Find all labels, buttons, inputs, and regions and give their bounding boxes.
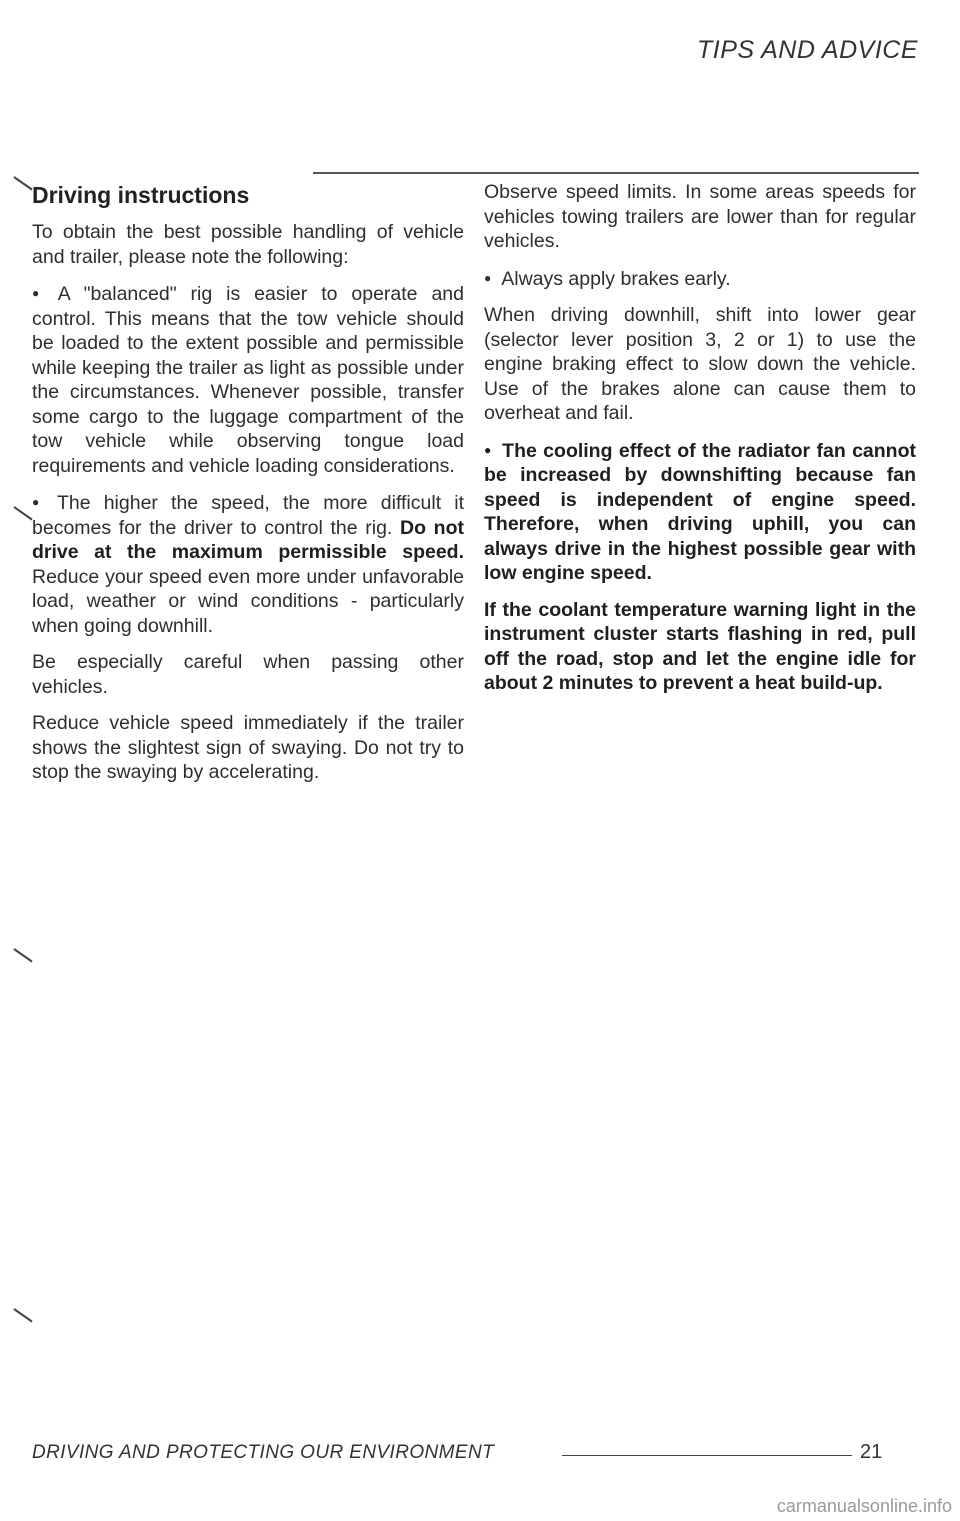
speed-limits-paragraph: Observe speed limits. In some areas speeds for vehicles towing trailers are lower than for regular vehicles. bbox=[484, 181, 916, 252]
page-number: 21 bbox=[860, 1441, 883, 1463]
margin-mark bbox=[13, 506, 32, 520]
coolant-warning: If the coolant temperature warning light in the instrument cluster starts flashing in red, pull off the road, stop and let the engine idle for about 2 minutes to prevent a heat build-up. bbox=[484, 598, 916, 694]
swaying-paragraph: Reduce vehicle speed immediately if the trailer shows the slightest sign of swaying. Do not try to stop the swaying by accelerating. bbox=[32, 712, 464, 783]
bullet-balanced-rig: ● A "balanced" rig is easier to operate and control. This means that the tow vehicle should be loaded to the extent possible and permissible while keeping the trailer as light as possible under the circumstances. Whenever possible, transfer some cargo to the luggage compartment of the tow vehicle while observing tongue load requirements and vehicle loading considerations. bbox=[32, 281, 464, 478]
speed-advice: Reduce your speed even more under unfavorable load, weather or wind conditions - particularly when going downhill. bbox=[32, 565, 464, 637]
downhill-paragraph: When driving downhill, shift into lower gear (selector lever position 3, 2 or 1) to use the engine braking effect to slow down the vehicle. Use of the brakes alone can cause them to overheat and fail. bbox=[484, 304, 916, 424]
speed-text: The higher the speed, the more difficult it becomes for the driver to control the rig. bbox=[32, 492, 464, 539]
section-header: TIPS AND ADVICE bbox=[697, 36, 918, 64]
intro-paragraph: To obtain the best possible handling of vehicle and trailer, please note the following: bbox=[32, 221, 464, 268]
bullet-cooling-effect: ● The cooling effect of the radiator fan cannot be increased by downshifting because fan speed is independent of engine speed. Therefore, when driving uphill, you can always drive in the highest possible gear with low engine speed. bbox=[484, 438, 916, 586]
speed-warning: Do not drive at the maximum permissible speed. bbox=[32, 516, 465, 563]
section-heading: Driving instructions bbox=[32, 182, 250, 208]
header-rule bbox=[313, 172, 919, 174]
margin-mark bbox=[13, 1308, 32, 1322]
margin-mark bbox=[13, 948, 32, 962]
left-column bbox=[32, 180, 464, 797]
bullet-brakes: ● Always apply brakes early. bbox=[484, 266, 916, 292]
bullet-speed bbox=[32, 490, 464, 638]
right-column bbox=[484, 180, 916, 708]
chapter-title: DRIVING AND PROTECTING OUR ENVIRONMENT bbox=[32, 1442, 495, 1463]
passing-paragraph: Be especially careful when passing other vehicles. bbox=[32, 651, 464, 698]
footer-rule bbox=[562, 1455, 852, 1456]
margin-mark bbox=[13, 176, 32, 190]
watermark: carmanualsonline.info bbox=[776, 1496, 952, 1516]
